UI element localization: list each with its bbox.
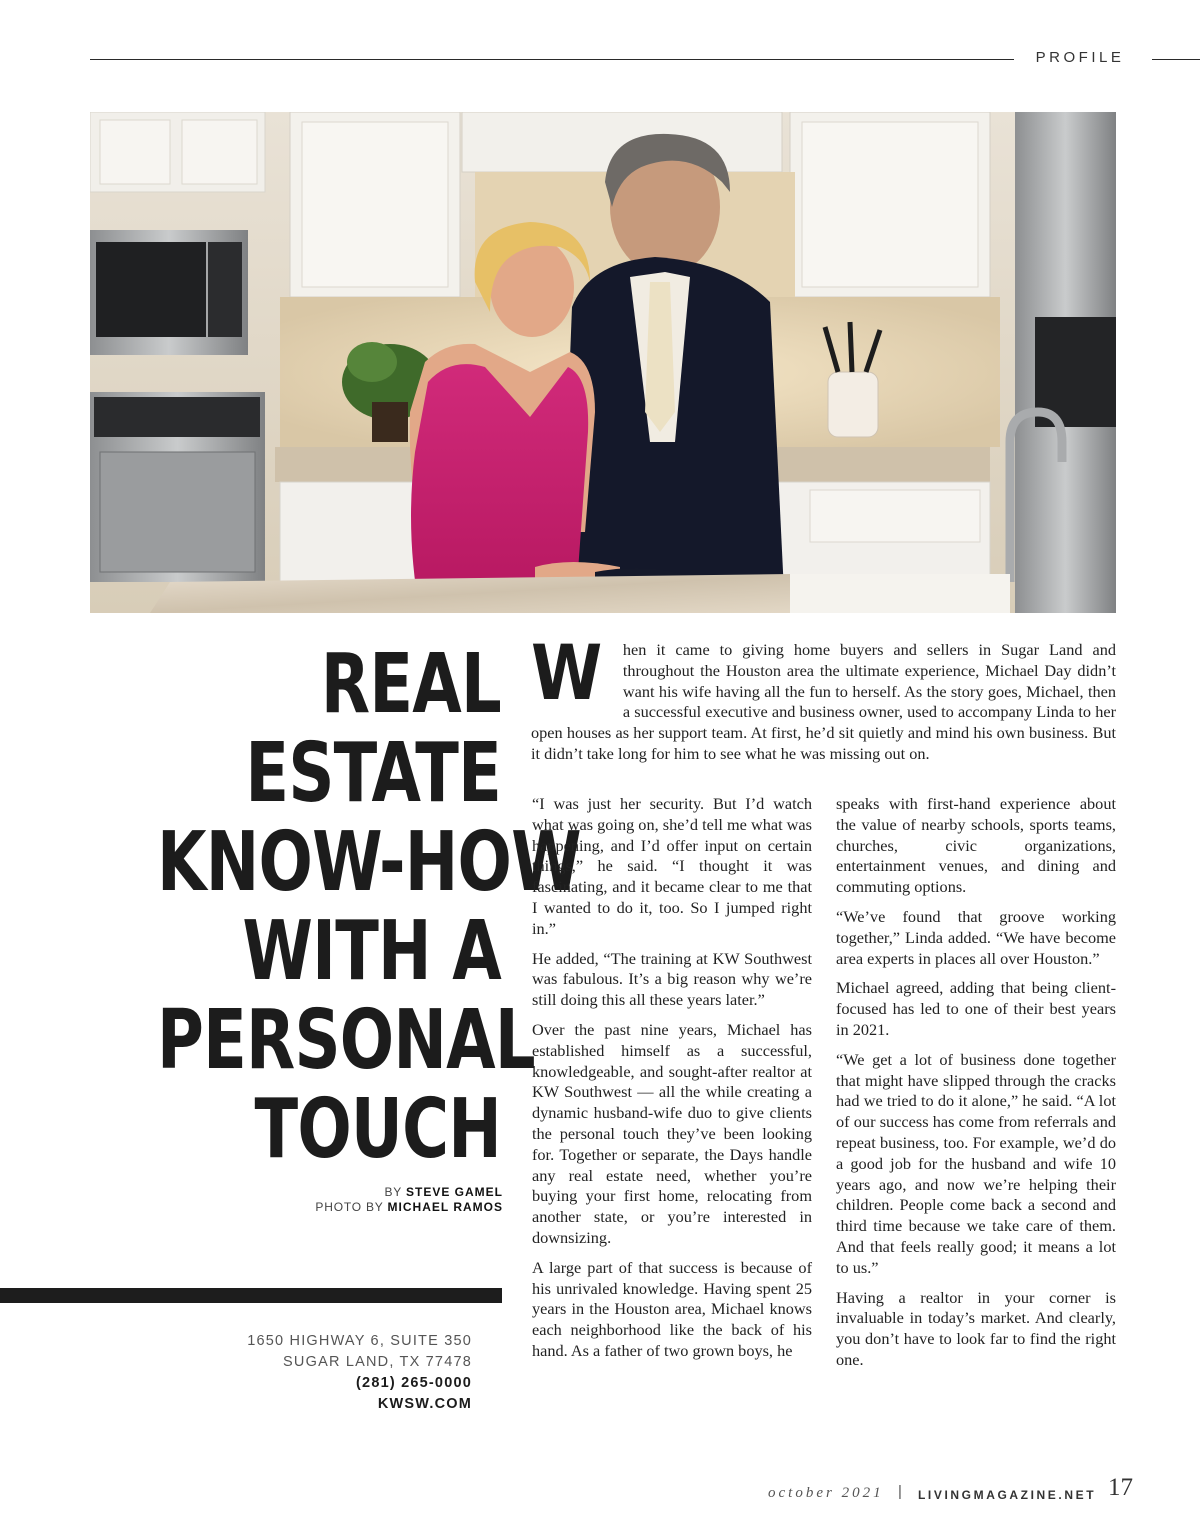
section-label: PROFILE: [1035, 49, 1125, 66]
paragraph: “We’ve found that groove working together,” Linda added. “We have become area experts in places all over Houston.”: [836, 906, 1116, 968]
address-line-1: 1650 HIGHWAY 6, SUITE 350: [247, 1333, 472, 1349]
phone-number: (281) 265-0000: [356, 1375, 472, 1391]
author-name: STEVE GAMEL: [405, 1185, 503, 1199]
headline-line: TOUCH: [254, 1082, 501, 1177]
paragraph: Having a realtor in your corner is invaluable in today’s market. And clearly, you don’t have to look far to find the right one.: [836, 1287, 1116, 1369]
header-rule-left: [90, 59, 1014, 60]
website-link[interactable]: KWSW.COM: [377, 1396, 472, 1412]
paragraph: speaks with first-hand experience about the value of nearby schools, sports teams, churches, civic organizations, entertainment venues, and dining and commuting options.: [836, 794, 1116, 897]
article-photo: [90, 112, 1116, 613]
page-number: 17: [1108, 1474, 1133, 1501]
headline-line: WITH A: [242, 904, 501, 999]
by-label: BY: [384, 1185, 402, 1199]
article-intro: [531, 628, 1116, 765]
divider-bar: [0, 1288, 502, 1303]
paragraph: “I was just her security. But I’d watch what was going on, she’d tell me what was happening, and I’d offer input on certain things,” he said. “I thought it was fascinating, and it became clear to me that I wanted to do it, too. So I jumped right in.”: [532, 794, 812, 938]
header-rule-right: [1152, 59, 1200, 60]
paragraph: He added, “The training at KW Southwest was fabulous. It’s a big reason why we’re still doing this all these years later.”: [532, 948, 812, 1010]
issue-date: october 2021: [768, 1485, 884, 1501]
photographer-name: MICHAEL RAMOS: [387, 1200, 503, 1214]
paragraph: Over the past nine years, Michael has established himself as a successful, knowledgeable, and sought-after realtor at KW Southwest — all the while creating a dynamic husband-wife duo to give clients the personal touch they’ve been looking for. Together or separate, the Days handle any real estate need, whether you’re buying your first home, relocating from another state, or you’re interested in downsizing.: [532, 1019, 812, 1247]
paragraph: “We get a lot of business done together that might have slipped through the cracks had we tried to do it alone,” he said. “A lot of our success has come from referrals and repeat business, too. For example, we’d do a good job for the husband and wife 10 years ago, and now we’re helping their children. People come back a second and third time because we take care of them. And that feels really good; it means a lot to us.”: [836, 1049, 1116, 1277]
address-line-2: SUGAR LAND, TX 77478: [283, 1354, 472, 1370]
headline-line: ESTATE: [245, 726, 501, 821]
headline-line: REAL: [320, 637, 501, 732]
headline: [157, 637, 581, 1177]
headline-line: KNOW-HOW: [157, 815, 581, 910]
article-column-2: [836, 794, 1116, 1380]
byline: [200, 1185, 503, 1215]
contact-block: [200, 1331, 472, 1415]
magazine-website[interactable]: LIVINGMAGAZINE.NET: [918, 1488, 1097, 1502]
paragraph: Michael agreed, adding that being client-focused has led to one of their best years in 2021.: [836, 978, 1116, 1039]
photo-label: PHOTO BY: [315, 1200, 384, 1214]
drop-cap: W: [531, 628, 603, 717]
article-column-1: [532, 794, 812, 1371]
footer-separator: |: [898, 1483, 902, 1500]
headline-line: PERSONAL: [157, 993, 535, 1088]
paragraph: A large part of that success is because of his unrivaled knowledge. Having spent 25 years in the Houston area, Michael knows each neighborhood like the back of his hand. As a father of two grown boys, he: [532, 1257, 812, 1360]
intro-text: hen it came to giving home buyers and sellers in Sugar Land and throughout the Houston area the ultimate experience, Michael Day didn’t want his wife having all the fun to herself. As the story goes, Michael, then a successful executive and business owner, used to accompany Linda to her open houses as her support team. At first, he’d sit quietly and mind his own business. But it didn’t take long for him to see what he was missing out on.: [531, 640, 1116, 763]
